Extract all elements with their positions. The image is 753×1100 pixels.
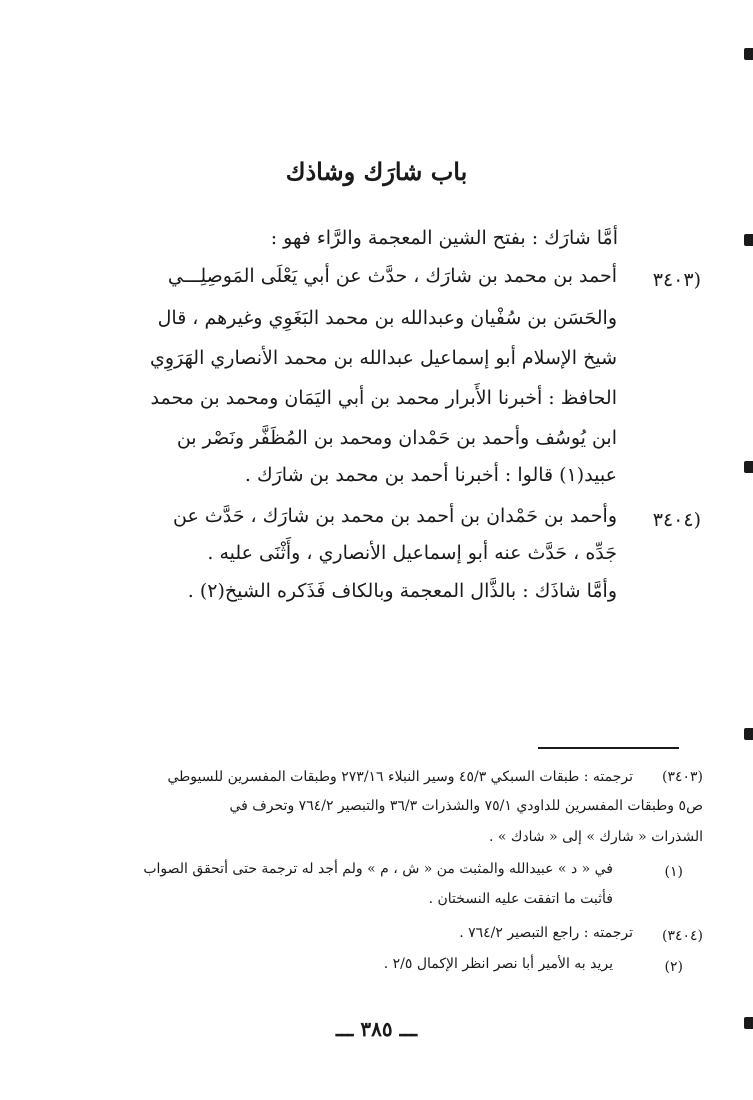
page-number: ـــ ٣٨٥ ـــ bbox=[335, 1017, 418, 1041]
entry-line: ابن يُوسُف وأحمد بن حَمْدان ومحمد بن المُظَفَّر ونَصْر بن bbox=[176, 427, 617, 449]
closing-line: وأمَّا شاذَك : بالذَّال المعجمة وبالكاف فَذَكره الشيخ(٢) . bbox=[187, 580, 617, 602]
entry-line: والحَسَن بن سُفْيان وعبدالله بن محمد البَغَوِي وغيرهم ، قال bbox=[157, 307, 617, 329]
intro-line: أمَّا شارَك : بفتح الشين المعجمة والرَّاء فهو : bbox=[270, 227, 618, 249]
footnote-line: ص٥ وطبقات المفسرين للداودي ٧٥/١ والشذرات ٣٦/٣ والتبصير ٧٦٤/٢ وتحرف في bbox=[229, 798, 703, 814]
footnote-label: (٣٤٠٣) bbox=[661, 769, 703, 785]
entry-number: (٣٤٠٤ bbox=[652, 509, 701, 531]
scan-edge-mark bbox=[744, 234, 753, 246]
chapter-title: باب شارَك وشاذك bbox=[285, 157, 468, 186]
entry-line: أحمد بن محمد بن شارَك ، حدَّث عن أبي يَعْلَى المَوصِلِـــي bbox=[167, 265, 617, 287]
footnote-line: ترجمته : راجع التبصير ٧٦٤/٢ . bbox=[459, 925, 633, 941]
entry-line: الحافظ : أخبرنا الأَبرار محمد بن أبي اليَمَان ومحمد بن محمد bbox=[150, 387, 617, 409]
footnote-line: يريد به الأمير أبا نصر انظر الإكمال ٢/٥ . bbox=[383, 956, 613, 972]
footnote-line: الشذرات « شارك » إلى « شادك » . bbox=[488, 829, 703, 845]
footnote-label: (١) bbox=[664, 864, 683, 880]
footnote-line: ترجمته : طبقات السبكي ٤٥/٣ وسير النبلاء ٢٧٣/١٦ وطبقات المفسرين للسيوطي bbox=[167, 769, 633, 785]
footnote-line: فأثبت ما اتفقت عليه النسختان . bbox=[428, 891, 613, 907]
scan-edge-mark bbox=[744, 48, 753, 60]
entry-number: (٣٤٠٣ bbox=[652, 269, 701, 291]
entry-line: عبيد(١) قالوا : أخبرنا أحمد بن محمد بن شارَك . bbox=[244, 464, 617, 486]
scan-edge-mark bbox=[744, 728, 753, 740]
entry-line: جَدِّه ، حَدَّث عنه أبو إسماعيل الأنصاري ، وأَثْنَى عليه . bbox=[207, 542, 617, 564]
footnote-label: (٣٤٠٤) bbox=[661, 928, 703, 944]
scan-edge-mark bbox=[744, 1017, 753, 1029]
entry-line: شيخ الإسلام أبو إسماعيل عبدالله بن محمد الأنصاري الهَرَوِي bbox=[150, 347, 617, 369]
footnote-label: (٢) bbox=[664, 959, 683, 975]
footnote-separator bbox=[538, 747, 679, 749]
entry-line: وأحمد بن حَمْدان بن أحمد بن محمد بن شارَك ، حَدَّث عن bbox=[173, 505, 617, 527]
scan-edge-mark bbox=[744, 461, 753, 473]
footnote-line: في « د » عبيدالله والمثبت من « ش ، م » ولم أجد له ترجمة حتى أتحقق الصواب bbox=[143, 861, 613, 877]
